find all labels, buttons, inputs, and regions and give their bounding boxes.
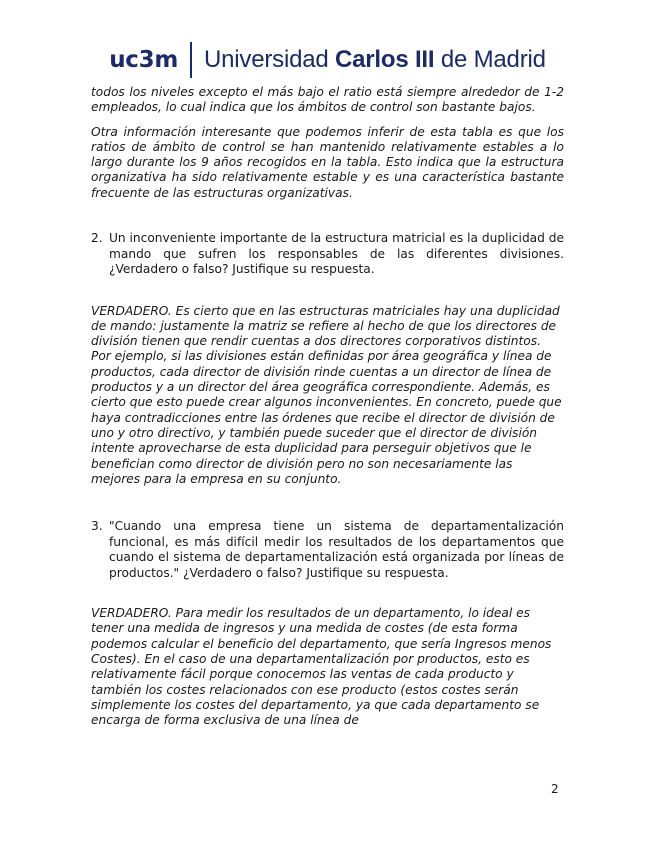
- university-bold: Carlos III: [335, 46, 435, 73]
- question-number: 2.: [91, 231, 103, 246]
- university-prefix: Universidad: [204, 46, 329, 73]
- answer-3: VERDADERO. Para medir los resultados de un departamento, lo ideal es tener una medida de ingresos y una medida de costes (de esta forma podemos calcular el beneficio del departamento, que sería Ingresos menos Costes). En el caso de una departamentalización por productos, esto es relativamente fácil porque conocemos las ventas de cada producto y también los costes relacionados con ese producto (estos costes serán simplemente los costes del departamento, ya que cada departamento se encarga de forma exclusiva de una línea de: [91, 606, 552, 728]
- question-number: 3.: [91, 519, 103, 534]
- logo-divider: [190, 42, 192, 78]
- page-content: [91, 85, 564, 729]
- logo-mark: uc3m: [109, 47, 178, 73]
- page-header: [0, 40, 655, 80]
- paragraph-1: todos los niveles excepto el más bajo el ratio está siempre alrededor de 1-2 empleados, lo cual indica que los ámbitos de control son bastante bajos.: [91, 85, 564, 115]
- university-logo: [109, 42, 546, 78]
- question-3: [91, 519, 564, 581]
- paragraph-2: Otra información interesante que podemos inferir de esta tabla es que los ratios de ámbito de control se han mantenido relativamente estables a lo largo durante los 9 años recogidos en la tabla. Esto indica que la estructura organizativa ha sido relativamente estable y es una característica bastante frecuente de las estructuras organizativas.: [91, 124, 564, 200]
- question-text: Un inconveniente importante de la estructura matricial es la duplicidad de mando que sufren los responsables de las diferentes divisiones. ¿Verdadero o falso? Justifique su respuesta.: [109, 231, 564, 277]
- question-text: "Cuando una empresa tiene un sistema de departamentalización funcional, es más difícil medir los resultados de los departamentos que cuando el sistema de departamentalización está organizada por líneas de productos." ¿Verdadero o falso? Justifique su respuesta.: [109, 519, 564, 580]
- page-number: 2: [551, 782, 559, 796]
- question-2: [91, 231, 564, 278]
- university-name: [204, 46, 546, 74]
- university-suffix: de Madrid: [440, 46, 546, 73]
- answer-2: VERDADERO. Es cierto que en las estructuras matriciales hay una duplicidad de mando: justamente la matriz se refiere al hecho de que los directores de división tienen que rendir cuentas a dos directores corporativos distintos. Por ejemplo, si las divisiones están definidas por área geográfica y línea de productos, cada director de división rinde cuentas a un director de línea de productos y a un director del área geográfica correspondiente. Además, es cierto que esto puede crear algunos inconvenientes. En concreto, puede que haya contradicciones entre las órdenes que recibe el director de división de uno y otro directivo, y también puede suceder que el director de división intente aprovecharse de esta duplicidad para perseguir objetivos que le benefician como director de división pero no son necesariamente las mejores para la empresa en su conjunto.: [91, 303, 562, 486]
